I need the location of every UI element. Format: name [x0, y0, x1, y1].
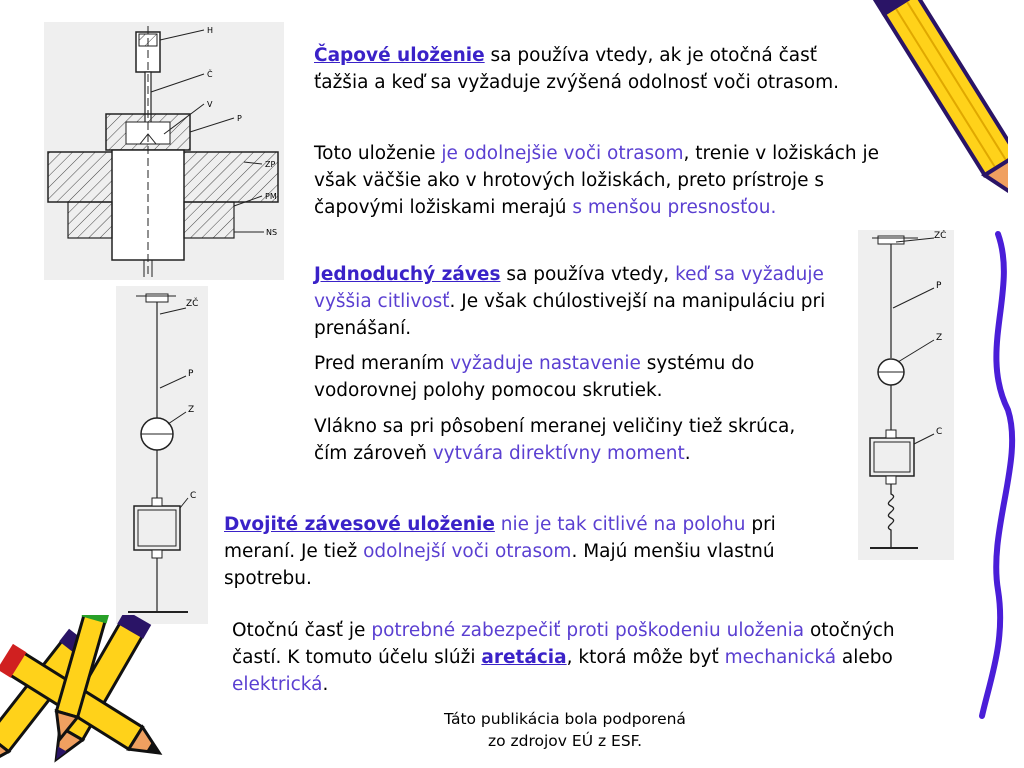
paragraph-pivot-bearing: Čapové uloženie sa používa vtedy, ak je otočná časť ťažšia a keď sa vyžaduje zvýšená odolnosť voči otrasom. — [314, 45, 839, 93]
label-c: C — [190, 491, 197, 501]
label-z: Z — [936, 333, 943, 343]
label-c: C — [936, 427, 943, 437]
label-zc: ZČ — [186, 299, 199, 309]
term-double-suspension: Dvojité závesové uloženie — [224, 514, 495, 535]
pencil-icon — [0, 615, 210, 765]
paragraph-double-suspension: Dvojité závesové uloženie nie je tak citlivé na polohu pri meraní. Je tiež odolnejší voči otrasom. Majú menšiu vlastnú spotrebu. — [224, 514, 776, 589]
label-h: H — [207, 26, 214, 35]
label-p: P — [188, 369, 194, 379]
label-p: P — [237, 114, 242, 123]
footer-line-1: Táto publikácia bola podporená — [444, 710, 686, 728]
label-p: P — [936, 281, 942, 291]
paragraph-pivot-resistance: Toto uloženie je odolnejšie voči otrasom, trenie v ložiskách je však väčšie ako v hrotových ložiskách, preto prístroje s čapovými ložiskami merajú s menšou presnosťou. — [314, 143, 880, 218]
label-z: Z — [188, 405, 195, 415]
paragraph-adjustment: Pred meraním vyžaduje nastavenie systému do vodorovnej polohy pomocou skrutiek. — [314, 353, 755, 401]
term-simple-suspension: Jednoduchý záves — [314, 264, 501, 285]
label-c: Č — [207, 70, 213, 79]
label-pm: PM — [265, 192, 277, 201]
simple-suspension-figure — [116, 286, 208, 624]
squiggle-line-icon — [968, 230, 1024, 720]
paragraph-simple-suspension: Jednoduchý záves sa používa vtedy, keď sa vyžaduje vyššia citlivosť. Je však chúlostivejší na manipuláciu pri prenášaní. — [314, 264, 826, 339]
pencil-icon — [848, 0, 1008, 245]
term-pivot-bearing: Čapové uloženie — [314, 45, 485, 66]
paragraph-fiber: Vlákno sa pri pôsobení meranej veličiny tiež skrúca, čím zároveň vytvára direktívny moment. — [314, 416, 796, 464]
paragraph-arrest: Otočnú časť je potrebné zabezpečiť proti poškodeniu uloženia otočných častí. K tomuto účelu slúži aretácia, ktorá môže byť mechanická alebo elektrická. — [232, 620, 895, 695]
label-zc: ZČ — [934, 231, 947, 241]
pivot-bearing-figure — [44, 22, 284, 280]
label-v: V — [207, 100, 213, 109]
footer-credit — [400, 708, 730, 752]
footer-line-2: zo zdrojov EÚ z ESF. — [487, 732, 643, 750]
term-arrest: aretácia — [481, 647, 567, 668]
double-suspension-figure — [858, 230, 954, 560]
label-zp: ZP — [265, 160, 276, 169]
label-ns: NS — [266, 228, 278, 237]
